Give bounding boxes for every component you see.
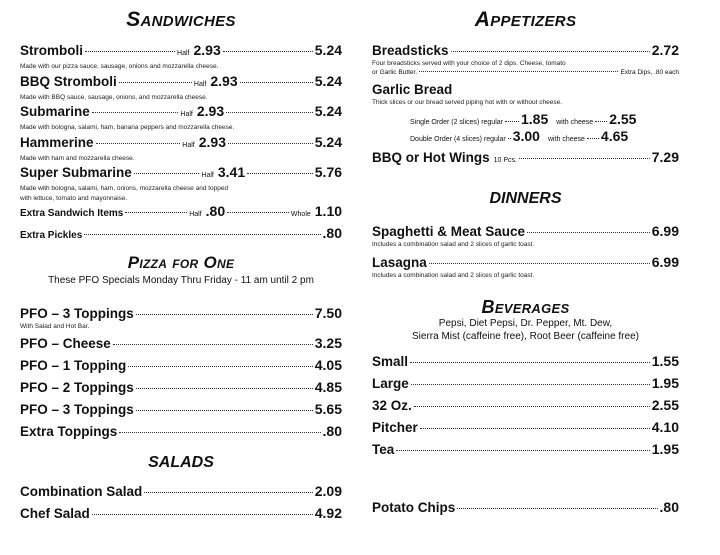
menu-item-pfo-cheese: PFO – Cheese 3.25 [20, 335, 342, 351]
beverages-heading: Beverages [481, 297, 570, 317]
menu-item-breadsticks: Breadsticks 2.72 Four breadsticks served with your choice of 2 dips. Cheese, tomato or Garlic Butter. Extra Dips, .80 each [372, 42, 679, 76]
menu-item-spaghetti: Spaghetti & Meat Sauce 6.99 Includes a combination salad and 2 slices of garlic toast. [372, 223, 679, 248]
menu-item-submarine: Submarine Half 2.93 5.24 Made with bologna, salami, ham, banana peppers and mozzarella cheese. [20, 103, 343, 131]
beverages-note-1: Pepsi, Diet Pepsi, Dr. Pepper, Mt. Dew, [438, 318, 613, 329]
menu-item-pfo-1-topping: PFO – 1 Topping 4.05 [20, 357, 342, 373]
menu-item-stromboli: Stromboli Half 2.93 5.24 Made with our pizza sauce, sausage, onions and mozzarella cheese. [20, 42, 343, 70]
garlic-bread-double: Double Order (4 slices) regular 3.00 with cheese 4.65 [410, 128, 629, 144]
sandwiches-heading: Sandwiches [126, 8, 236, 31]
menu-item-combination-salad: Combination Salad 2.09 [20, 483, 342, 499]
pizza-heading: Pizza for One [127, 253, 235, 272]
menu-item-extra-sandwich-items: Extra Sandwich Items Half .80 Whole 1.10 [20, 203, 343, 219]
garlic-bread-single: Single Order (2 slices) regular 1.85 with cheese 2.55 [410, 111, 637, 127]
menu-item-hammerine: Hammerine Half 2.93 5.24 Made with ham and mozzarella cheese. [20, 134, 342, 162]
item-price: 5.24 [314, 42, 343, 58]
pizza-note: These PFO Specials Monday Thru Friday - 11 am until 2 pm [48, 275, 314, 286]
menu-item-lasagna: Lasagna 6.99 Includes a combination salad and 2 slices of garlic toast. [372, 254, 679, 279]
beverages-note-2: Sierra Mist (caffeine free), Root Beer (caffeine free) [412, 331, 639, 342]
menu-item-chef-salad: Chef Salad 4.92 [20, 505, 342, 521]
menu-item-super-submarine: Super Submarine Half 3.41 5.76 Made with bologna, salami, ham, onions, mozzarella cheese and topped with lettuce, tomato and mayonnaise. [20, 164, 343, 202]
menu-item-small: Small 1.55 [372, 353, 679, 369]
half-price: 2.93 [193, 42, 221, 58]
menu-item-pfo-3-toppings-salad: PFO – 3 Toppings 7.50 With Salad and Hot Bar. [20, 305, 342, 330]
menu-item-extra-toppings: Extra Toppings .80 [20, 423, 342, 439]
menu-item-large: Large 1.95 [372, 375, 679, 391]
menu-item-pitcher: Pitcher 4.10 [372, 419, 679, 435]
item-name: Stromboli [20, 43, 83, 58]
menu-item-pfo-3-toppings: PFO – 3 Toppings 5.65 [20, 401, 342, 417]
menu-item-tea: Tea 1.95 [372, 441, 679, 457]
item-description: Made with our pizza sauce, sausage, onions and mozzarella cheese. [20, 63, 219, 70]
menu-item-32oz: 32 Oz. 2.55 [372, 397, 679, 413]
menu-item-pfo-2-toppings: PFO – 2 Toppings 4.85 [20, 379, 342, 395]
menu-item-extra-pickles: Extra Pickles .80 [20, 225, 342, 241]
salads-heading: SALADS [148, 454, 214, 471]
menu-item-potato-chips: Potato Chips .80 [372, 499, 679, 515]
dinners-heading: DINNERS [489, 190, 562, 207]
menu-item-garlic-bread: Garlic Bread Thick slices or our bread served piping hot with or without cheese. [372, 82, 563, 106]
menu-item-bbq-stromboli: BBQ Stromboli Half 2.93 5.24 Made with BBQ sauce, sausage, onions, and mozzarella cheese. [20, 73, 343, 101]
menu-item-wings: BBQ or Hot Wings 10 Pcs. 7.29 [372, 149, 679, 165]
appetizers-heading: Appetizers [474, 8, 577, 31]
